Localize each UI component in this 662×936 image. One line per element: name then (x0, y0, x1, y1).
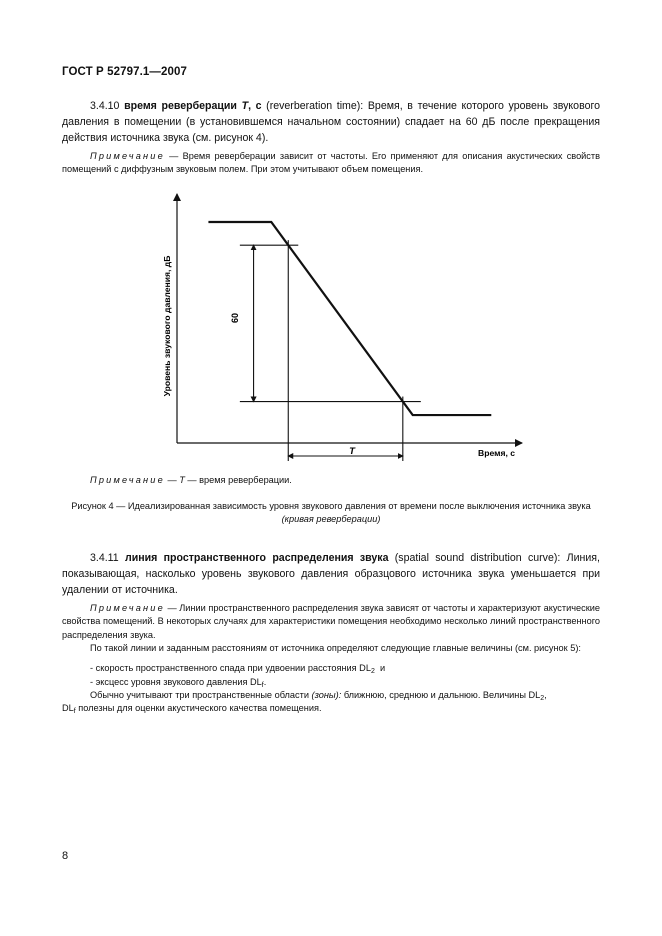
annotation-T: T (349, 446, 355, 457)
x-axis-label: Время, с (478, 448, 516, 458)
annotation-60: 60 (230, 312, 240, 324)
note-label: Примечание (90, 475, 165, 485)
reverberation-curve (208, 222, 491, 415)
note-symbol: T (179, 475, 185, 485)
list-item: - скорость пространственного спада при удвоении расстояния $DL_2$ и (90, 663, 386, 675)
clause-number: 3.4.10 (90, 100, 120, 112)
definition-text: : Линия, показывающая, насколько уровень звукового давления образцового источника звука уменьшается при удалении от источника. (62, 552, 600, 597)
list-item: - эксцесс уровня звукового давления $DL_f$. (90, 677, 267, 689)
note-text: — Линии пространственного распределения звука зависят от частоты и характеризуют акустические свойства помещений. В некоторых случаях для характеристики помещения необходимо несколько линий пространственного распределения звука. (62, 603, 600, 640)
term: линия пространственного распределения звука (124, 552, 389, 564)
page-number: 8 (62, 850, 69, 862)
figure-4-caption (70, 500, 592, 527)
note-text: — время реверберации. (184, 475, 292, 485)
paragraph-main-quantities: По такой линии и заданным расстояниям от источника определяют следующие главные величины (см. рисунок 5): (90, 643, 581, 653)
term: время реверберации (124, 100, 237, 112)
note-label: Примечание (90, 151, 165, 161)
y-axis-label: Уровень звукового давления, дБ (162, 255, 172, 397)
paragraph-spatial-zones: Обычно учитывают три пространственные области (зоны): ближнюю, среднюю и дальнюю. Величины $DL_2$, $DL_f$ полезны для оценки акустического качества помещения. (62, 690, 547, 716)
term-unit: , с (248, 100, 262, 112)
note-label: Примечание (90, 603, 165, 613)
caption-italic: (кривая реверберации) (281, 514, 381, 525)
definition-3-4-11 (62, 550, 600, 599)
note-3-4-11 (62, 602, 600, 642)
caption-text: Рисунок 4 — Идеализированная зависимость уровня звукового давления от времени после выключения источника звука (71, 501, 591, 511)
note-text: — Время реверберации зависит от частоты. Его применяют для описания акустических свойств помещений с диффузным звуковым полем. При этом учитывают объем помещения. (62, 151, 600, 175)
english-term: (reverberation time) (266, 100, 361, 112)
clause-number: 3.4.11 (90, 552, 119, 564)
figure-4-note: Примечание — T — время реверберации. (90, 475, 292, 485)
term-symbol: T (241, 100, 249, 112)
document-code: ГОСТ Р 52797.1—2007 (62, 66, 187, 78)
definition-text: : Время, в течение которого уровень звукового давления в помещении (в установившемся начальном состоянии) спадает на 60 дБ после прекращения действия источника звука (см. рисунок 4). (62, 100, 600, 145)
english-term: (spatial sound distribution curve) (394, 552, 558, 564)
